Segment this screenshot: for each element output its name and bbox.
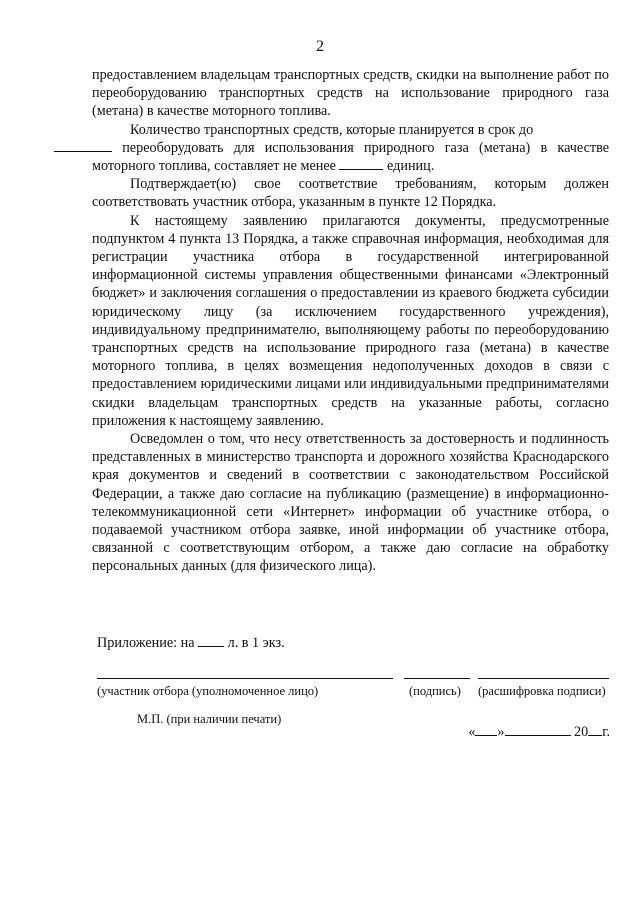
day-blank[interactable] <box>475 723 497 736</box>
decryption-caption: (расшифровка подписи) <box>478 684 606 698</box>
participant-caption: (участник отбора (уполномоченное лицо) <box>97 684 319 698</box>
appendix-suffix: л. в 1 экз. <box>227 635 285 651</box>
stamp-note: М.П. (при наличии печати) <box>137 712 282 726</box>
participant-signature-line[interactable] <box>97 678 393 679</box>
vehicle-count-text-b: переоборудовать для использования природного газа (метана) в качестве моторного топлива, составляет не менее <box>92 139 609 175</box>
year-suffix: г. <box>602 724 610 740</box>
year-blank[interactable] <box>588 723 602 736</box>
paragraph-subsidy-purpose: предоставлением владельцам транспортных средств, скидки на выполнение работ по переоборудованию транспортных средств на использование природного газа (метана) в качестве моторного топлива. <box>92 67 609 120</box>
signature-line[interactable] <box>404 678 470 679</box>
paragraph-compliance: Подтверждает(ю) свое соответствие требованиям, которым должен соответствовать участник отбора, указанным в пункте 12 Порядка. <box>92 176 609 211</box>
month-blank[interactable] <box>505 723 571 736</box>
vehicle-count-text-c: единиц. <box>387 158 435 175</box>
date-open-quote: « <box>468 724 476 740</box>
date-close-quote: » <box>497 724 505 740</box>
page-number: 2 <box>316 38 324 55</box>
paragraph-attached-documents: К настоящему заявлению прилагаются документы, предусмотренные подпунктом 4 пункта 13 Порядка, а также справочная информация, необходимая для регистрации участника отбора в государственной интегрированной информационной системы управления общественными финансами «Электронный бюджет» и заключения соглашения о предоставлении из краевого бюджета субсидии юридическому лицу (за исключением государственного учреждения), индивидуальному предпринимателю, выполняющему работы по переоборудованию транспортных средств на использование природного газа (метана) в качестве моторного топлива, в целях возмещения недополученных доходов в связи с предоставлением юридическими лицами или индивидуальными предпринимателями скидки владельцам транспортных средств на указанные работы, согласно приложения к настоящему заявлению. <box>92 212 609 429</box>
vehicle-count-text-a: Количество транспортных средств, которые планируется в срок до <box>130 121 534 138</box>
appendix-line <box>97 634 285 652</box>
document-body <box>92 66 609 576</box>
deadline-blank[interactable] <box>54 139 112 152</box>
decryption-line[interactable] <box>478 678 609 679</box>
year-prefix: 20 <box>574 724 589 740</box>
appendix-prefix: Приложение: на <box>97 635 195 651</box>
vehicle-count-blank[interactable] <box>339 157 383 170</box>
appendix-pages-blank[interactable] <box>198 634 224 647</box>
paragraph-responsibility-consent: Осведомлен о том, что несу ответственность за достоверность и подлинность представленных в министерство транспорта и дорожного хозяйства Краснодарского края документов и сведений в соответствии с законодательством Российской Федерации, а также даю согласие на публикацию (размещение) в информационно-телекоммуникационной сети «Интернет» информации об участнике отбора, о подаваемой участником отбора заявке, иной информации об участнике отбора, связанной с соответствующим отбором, а также даю согласие на обработку персональных данных (для физического лица). <box>92 431 609 575</box>
signature-caption: (подпись) <box>409 684 461 698</box>
paragraph-vehicle-count <box>92 121 609 176</box>
date-line <box>468 723 610 741</box>
